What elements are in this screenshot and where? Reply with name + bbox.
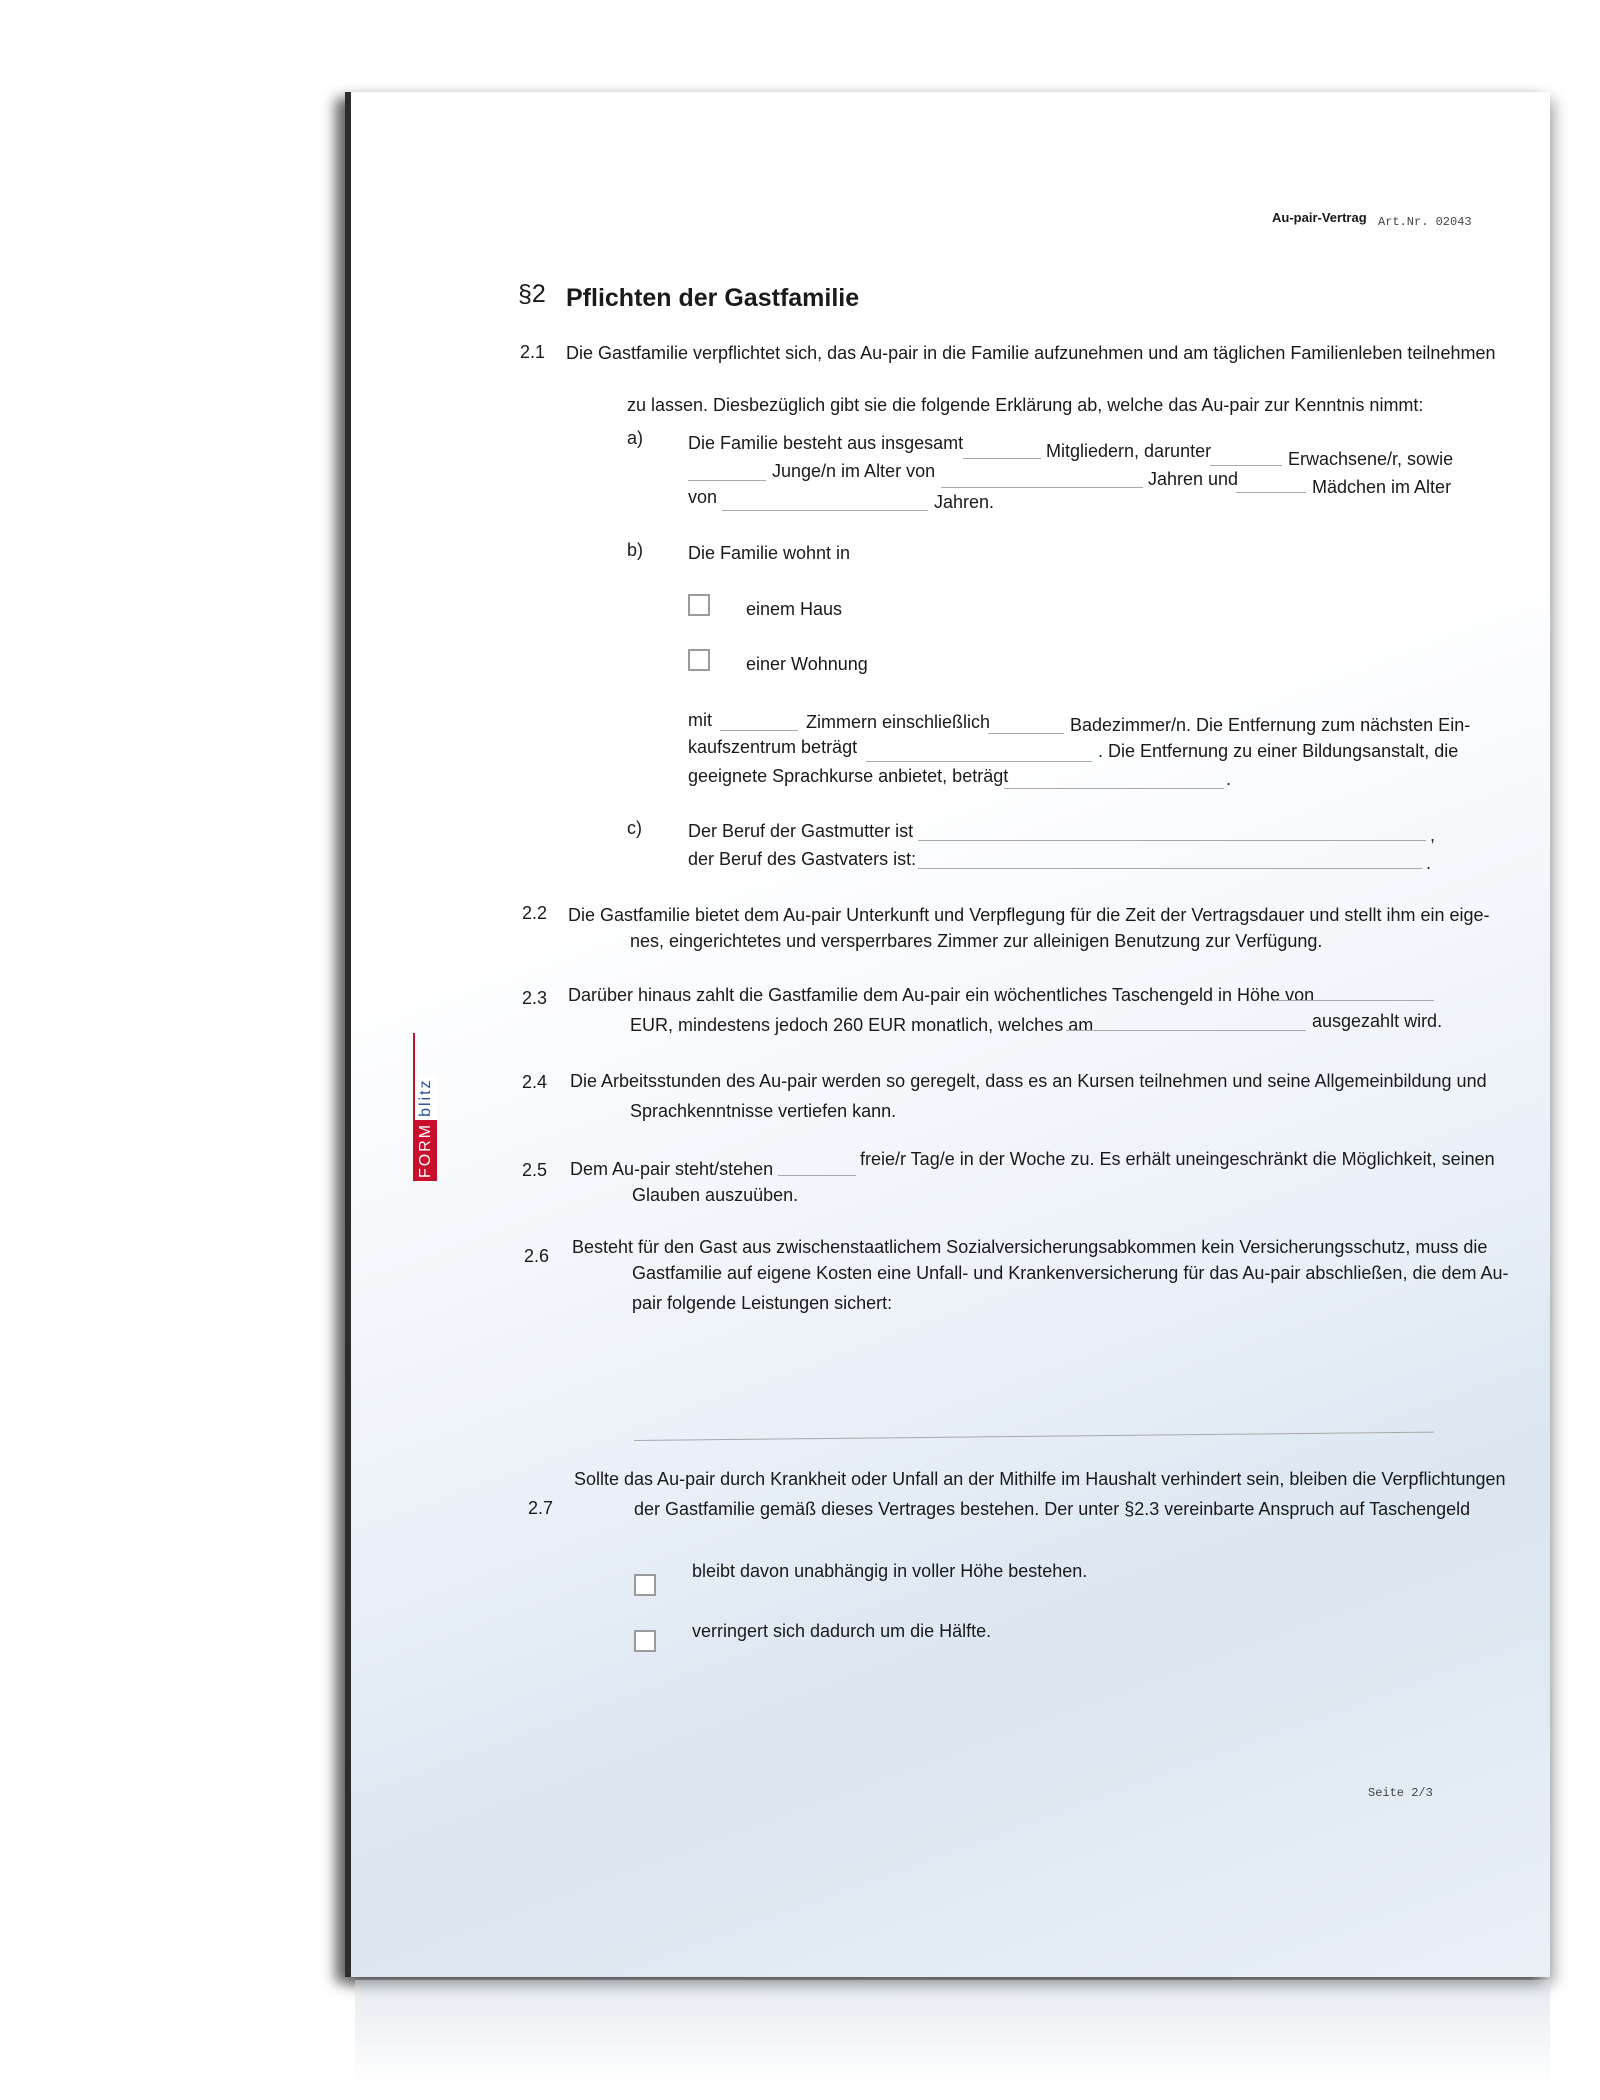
- item-b-text-1: mit: [688, 710, 712, 730]
- clause-2-2-line1: Die Gastfamilie bietet dem Au-pair Unterkunft und Verpflegung für die Zeit der Vertragsdauer und stellt ihm ein eige-: [568, 905, 1490, 925]
- clause-2-2-line2: nes, eingerichtetes und versperrbares Zimmer zur alleinigen Benutzung zur Verfügung.: [630, 931, 1323, 951]
- section-number: §2: [518, 280, 546, 308]
- host-father-job-field[interactable]: [918, 868, 1422, 869]
- clause-2-4-line1: Die Arbeitsstunden des Au-pair werden so geregelt, dass es an Kursen teilnehmen und seine Allgemeinbildung und: [570, 1071, 1487, 1091]
- rooms-count-field[interactable]: [720, 730, 798, 731]
- half-amount-option-label: verringert sich dadurch um die Hälfte.: [692, 1621, 992, 1641]
- logo-form-text: FORM: [415, 1120, 437, 1181]
- clause-number-2-3: 2.3: [522, 988, 548, 1008]
- clause-2-7-line2: der Gastfamilie gemäß dieses Vertrages bestehen. Der unter §2.3 vereinbarte Anspruch auf Taschengeld: [634, 1499, 1471, 1519]
- house-checkbox[interactable]: [688, 594, 710, 616]
- item-b-label: b): [627, 540, 644, 560]
- clause-2-5-line1a: Dem Au-pair steht/stehen: [570, 1159, 774, 1179]
- item-c-text-2: der Beruf des Gastvaters ist:: [688, 849, 917, 869]
- item-c-label: c): [627, 818, 642, 838]
- clause-number-2-4: 2.4: [522, 1072, 548, 1092]
- formblitz-logo: [413, 1033, 437, 1181]
- item-a-text-2: Mitgliedern, darunter: [1046, 441, 1212, 461]
- item-b-text-5: . Die Entfernung zu einer Bildungsanstalt, die: [1098, 741, 1459, 761]
- clause-2-6-line3: pair folgende Leistungen sichert:: [632, 1293, 893, 1313]
- item-b-text-7: .: [1226, 769, 1232, 789]
- page-number: Seite 2/3: [1368, 1786, 1433, 1800]
- item-a-text-4: Junge/n im Alter von: [772, 461, 936, 481]
- half-amount-checkbox[interactable]: [634, 1630, 656, 1652]
- item-a-text-7: von: [688, 487, 718, 507]
- clause-2-7-line1: Sollte das Au-pair durch Krankheit oder Unfall an der Mithilfe im Haushalt verhindert sein, bleiben die Verpflichtungen: [574, 1469, 1506, 1489]
- item-b-text-3: Badezimmer/n. Die Entfernung zum nächsten Ein-: [1070, 715, 1471, 735]
- members-total-field[interactable]: [963, 458, 1041, 459]
- clause-2-5-line1b: freie/r Tag/e in der Woche zu. Es erhält uneingeschränkt die Möglichkeit, seinen: [860, 1149, 1495, 1169]
- payment-day-field[interactable]: [1066, 1030, 1306, 1031]
- item-c-period: .: [1426, 853, 1432, 873]
- school-distance-field[interactable]: [1004, 788, 1224, 789]
- item-b-text-4: kaufszentrum beträgt: [688, 737, 858, 757]
- logo-blitz-text: blitz: [415, 1075, 437, 1119]
- full-amount-checkbox[interactable]: [634, 1574, 656, 1596]
- item-a-text-3: Erwachsene/r, sowie: [1288, 449, 1454, 469]
- item-c-comma: ,: [1430, 825, 1436, 845]
- bathrooms-count-field[interactable]: [988, 733, 1064, 734]
- full-amount-option-label: bleibt davon unabhängig in voller Höhe bestehen.: [692, 1561, 1088, 1581]
- free-days-field[interactable]: [778, 1175, 856, 1176]
- item-a-text-8: Jahren.: [934, 492, 995, 512]
- boys-count-field[interactable]: [688, 480, 766, 481]
- host-mother-job-field[interactable]: [918, 840, 1426, 841]
- clause-2-5-line2: Glauben auszuüben.: [632, 1185, 799, 1205]
- item-a-text-6: Mädchen im Alter: [1312, 477, 1452, 497]
- item-b-intro: Die Familie wohnt in: [688, 543, 851, 563]
- clause-number-2-2: 2.2: [522, 903, 548, 923]
- girls-count-field[interactable]: [1236, 492, 1306, 493]
- clause-number-2-7: 2.7: [528, 1498, 554, 1518]
- clause-number-2-6: 2.6: [524, 1246, 550, 1266]
- clause-2-3-line1: Darüber hinaus zahlt die Gastfamilie dem Au-pair ein wöchentliches Taschengeld in Höhe von: [568, 985, 1315, 1005]
- item-b-text-6: geeignete Sprachkurse anbietet, beträgt: [688, 766, 1009, 786]
- clause-2-1-line2: zu lassen. Diesbezüglich gibt sie die folgende Erklärung ab, welche das Au-pair zur Kenntnis nimmt:: [627, 395, 1424, 415]
- page-reflection: [355, 1980, 1550, 2090]
- clause-2-3-line2b: ausgezahlt wird.: [1312, 1011, 1443, 1031]
- item-b-text-2: Zimmern einschließlich: [806, 712, 991, 732]
- item-a-text-1: Die Familie besteht aus insgesamt: [688, 433, 964, 453]
- clause-2-4-line2: Sprachkenntnisse vertiefen kann.: [630, 1101, 897, 1121]
- pocket-money-field[interactable]: [1274, 1000, 1434, 1001]
- clause-2-6-line1: Besteht für den Gast aus zwischenstaatlichem Sozialversicherungsabkommen kein Versicherungsschutz, muss die: [572, 1237, 1488, 1257]
- item-a-label: a): [627, 428, 644, 448]
- apartment-option-label: einer Wohnung: [746, 654, 868, 674]
- clause-number-2-5: 2.5: [522, 1160, 548, 1180]
- clause-2-3-line2a: EUR, mindestens jedoch 260 EUR monatlich, welches am: [630, 1015, 1094, 1035]
- clause-number-2-1: 2.1: [520, 342, 546, 362]
- boys-age-field[interactable]: [941, 487, 1143, 488]
- section-title: Pflichten der Gastfamilie: [566, 284, 860, 312]
- clause-2-1-line1: Die Gastfamilie verpflichtet sich, das Au-pair in die Familie aufzunehmen und am täglichen Familienleben teilnehmen: [566, 343, 1496, 363]
- document-title: Au-pair-Vertrag: [1272, 210, 1367, 225]
- item-c-text-1: Der Beruf der Gastmutter ist: [688, 821, 914, 841]
- article-number: Art.Nr. 02043: [1378, 215, 1472, 229]
- shopping-distance-field[interactable]: [866, 761, 1092, 762]
- girls-age-field[interactable]: [722, 510, 928, 511]
- clause-2-6-line2: Gastfamilie auf eigene Kosten eine Unfall- und Krankenversicherung für das Au-pair abschließen, die dem Au-: [632, 1263, 1509, 1283]
- apartment-checkbox[interactable]: [688, 649, 710, 671]
- house-option-label: einem Haus: [746, 599, 843, 619]
- item-a-text-5: Jahren und: [1148, 469, 1239, 489]
